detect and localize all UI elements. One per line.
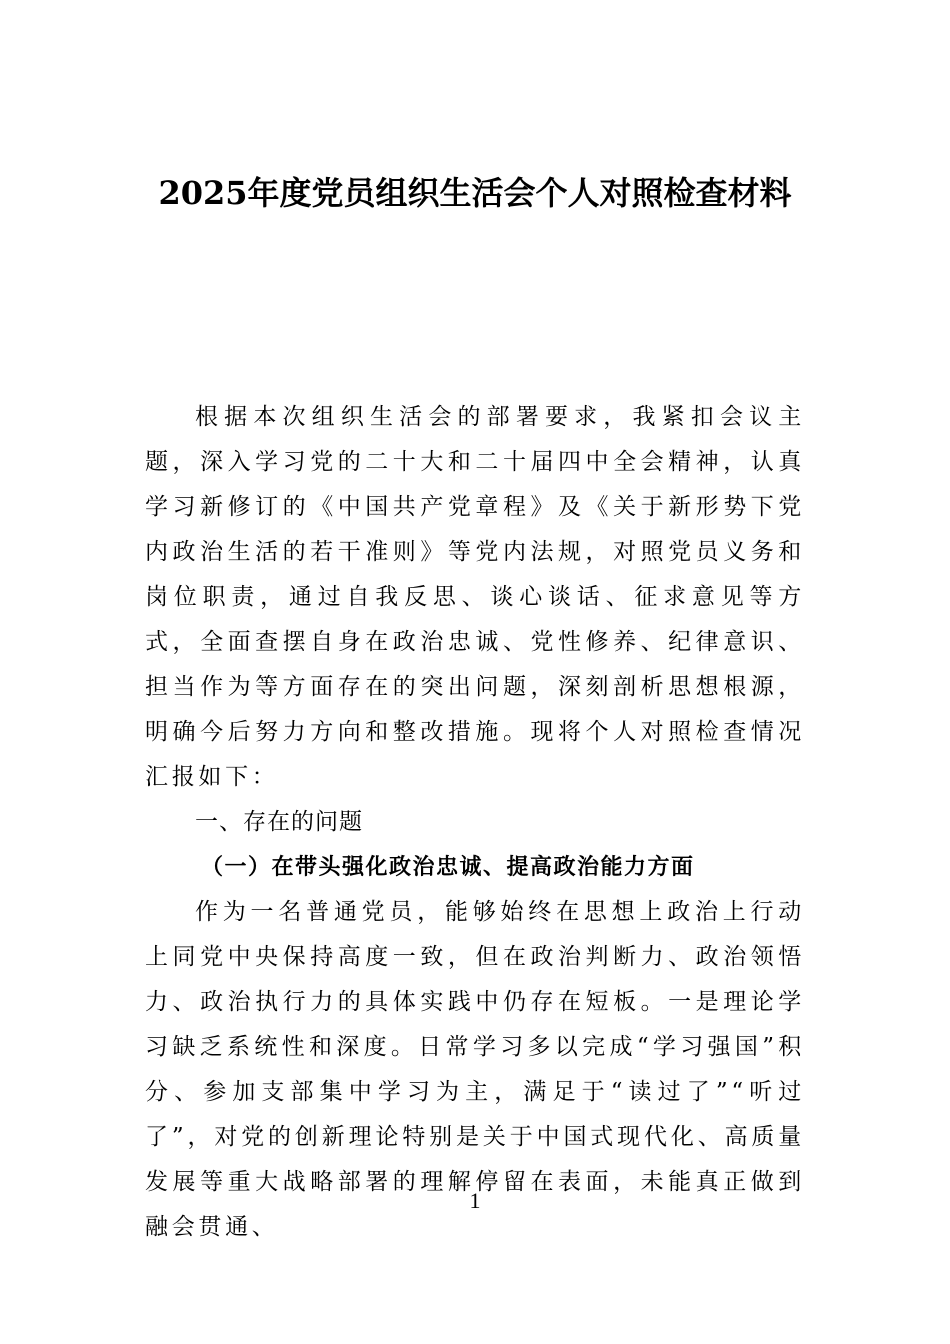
section-heading: 一、存在的问题	[195, 809, 363, 835]
page-number: 1	[469, 1188, 481, 1213]
document-title: 2025年度党员组织生活会个人对照检查材料	[158, 174, 792, 212]
intro-paragraph: 根据本次组织生活会的部署要求，我紧扣会议主题，深入学习党的二十大和二十届四中全会精神，认真学习新修订的《中国共产党章程》及《关于新形势下党内政治生活的若干准则》等党内法规，对照党员义务和岗位职责，通过自我反思、谈心谈话、征求意见等方式，全面查摆自身在政治忠诚、党性修养、纪律意识、担当作为等方面存在的突出问题，深刻剖析思想根源，明确今后努力方向和整改措施。现将个人对照检查情况汇报如下：	[145, 404, 805, 790]
subsection-paragraph: 作为一名普通党员，能够始终在思想上政治上行动上同党中央保持高度一致，但在政治判断力、政治领悟力、政治执行力的具体实践中仍存在短板。一是理论学习缺乏系统性和深度。日常学习多以完成“学习强国”积分、参加支部集中学习为主，满足于“读过了”“听过了”，对党的创新理论特别是关于中国式现代化、高质量发展等重大战略部署的理解停留在表面，未能真正做到融会贯通、	[145, 899, 805, 1240]
subsection-heading: （一）在带头强化政治忠诚、提高政治能力方面	[201, 854, 695, 880]
document-body	[145, 395, 805, 1250]
